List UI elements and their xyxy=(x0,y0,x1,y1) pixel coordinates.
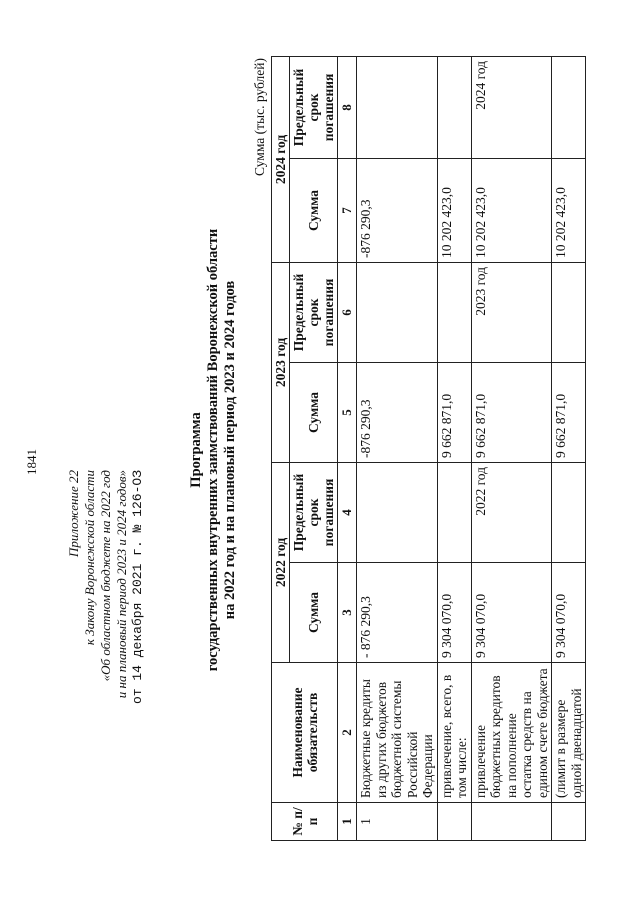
row-name: (лимит в размере одной двенадцатой xyxy=(552,663,586,803)
sum-2024: 10 202 423,0 xyxy=(552,158,586,262)
col-number: 2 xyxy=(338,663,357,803)
term-2024: 2024 год xyxy=(471,56,552,158)
title-line-2: государственных внутренних заимствований Воронежской области xyxy=(205,228,221,672)
table-row xyxy=(357,56,438,840)
sum-2022: - 876 290,3 xyxy=(357,563,438,663)
row-num xyxy=(471,803,552,841)
sum-2022: 9 304 070,0 xyxy=(437,563,471,663)
sum-2024: -876 290,3 xyxy=(357,158,438,262)
col-number: 1 xyxy=(338,803,357,841)
column-number-row xyxy=(338,56,357,840)
sum-2024: 10 202 423,0 xyxy=(437,158,471,262)
term-2022: 2022 год xyxy=(471,462,552,562)
term-2023 xyxy=(437,262,471,362)
sum-2023: -876 290,3 xyxy=(357,362,438,462)
term-2023 xyxy=(357,262,438,362)
appendix-header xyxy=(66,470,146,800)
document-title xyxy=(188,35,239,865)
borrowings-table xyxy=(271,56,586,841)
year-2024-header: 2024 год xyxy=(272,56,290,262)
header-row-years xyxy=(272,56,290,840)
appendix-line-3: «Об областном бюджете на 2022 год xyxy=(98,470,113,682)
row-name: привлечение бюджетных кредитов на пополнение остатка средств на едином счете бюджета xyxy=(471,663,552,803)
title-line-1: Программа xyxy=(188,412,204,488)
sum-2023: 9 662 871,0 xyxy=(437,362,471,462)
col-num-header: № п/п xyxy=(272,803,338,841)
term-2023: 2023 год xyxy=(471,262,552,362)
title-line-3: на 2022 год и на плановый период 2023 и 2024 годов xyxy=(222,280,238,620)
col-number: 4 xyxy=(338,462,357,562)
sum-2022: 9 304 070,0 xyxy=(552,563,586,663)
row-num xyxy=(437,803,471,841)
term-2022-header: Предельный срок погашения xyxy=(290,462,338,562)
term-2022 xyxy=(552,462,586,562)
appendix-line-2: к Закону Воронежской области xyxy=(82,470,97,646)
sum-2023: 9 662 871,0 xyxy=(552,362,586,462)
page-number: 1841 xyxy=(24,449,39,475)
col-number: 7 xyxy=(338,158,357,262)
term-2024-header: Предельный срок погашения xyxy=(290,56,338,158)
row-name: Бюджетные кредиты из других бюджетов бюджетной системы Российской Федерации xyxy=(357,663,438,803)
term-2022 xyxy=(437,462,471,562)
year-2023-header: 2023 год xyxy=(272,262,290,462)
table-row xyxy=(437,56,471,840)
sum-2022: 9 304 070,0 xyxy=(471,563,552,663)
sum-2023-header: Сумма xyxy=(290,362,338,462)
term-2023 xyxy=(552,262,586,362)
appendix-date-line: от 14 декабря 2021 г. № 126-ОЗ xyxy=(130,470,145,705)
row-num xyxy=(552,803,586,841)
term-2024 xyxy=(552,56,586,158)
term-2023-header: Предельный срок погашения xyxy=(290,262,338,362)
units-label: Сумма (тыс. рублей) xyxy=(252,58,267,176)
col-number: 8 xyxy=(338,56,357,158)
sum-2023: 9 662 871,0 xyxy=(471,362,552,462)
appendix-line-1: Приложение 22 xyxy=(66,470,81,558)
table-row xyxy=(471,56,552,840)
col-number: 3 xyxy=(338,563,357,663)
term-2024 xyxy=(357,56,438,158)
sum-2024-header: Сумма xyxy=(290,158,338,262)
col-number: 6 xyxy=(338,262,357,362)
row-name: привлечение, всего, в том числе: xyxy=(437,663,471,803)
sum-2024: 10 202 423,0 xyxy=(471,158,552,262)
year-2022-header: 2022 год xyxy=(272,462,290,662)
appendix-line-4: и на плановый период 2023 и 2024 годов» xyxy=(114,470,129,699)
term-2022 xyxy=(357,462,438,562)
col-number: 5 xyxy=(338,362,357,462)
row-num: 1 xyxy=(357,803,438,841)
table-row xyxy=(552,56,586,840)
sum-2022-header: Сумма xyxy=(290,563,338,663)
col-name-header: Наименование обязательств xyxy=(272,663,338,803)
term-2024 xyxy=(437,56,471,158)
